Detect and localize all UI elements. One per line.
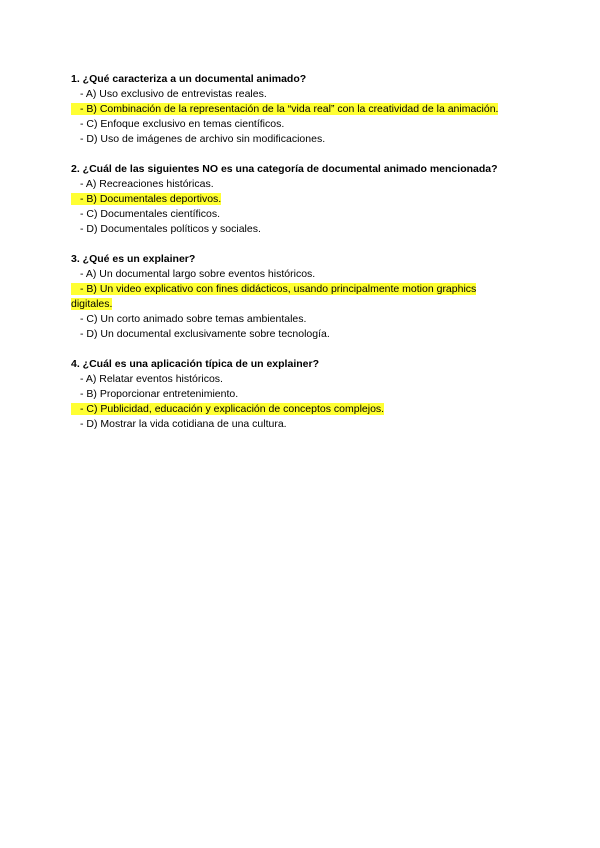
option-list [71, 87, 531, 147]
option-a [71, 372, 531, 387]
option-text: - C) Documentales científicos. [80, 208, 221, 220]
option-text: - B) Combinación de la representación de la “vida real” con la creatividad de la animación. [80, 103, 499, 115]
option-text: - D) Mostrar la vida cotidiana de una cultura. [80, 418, 287, 430]
option-b [71, 102, 531, 117]
option-a [71, 87, 531, 102]
option-text: - C) Publicidad, educación y explicación de conceptos complejos. [80, 403, 385, 415]
question-2 [71, 162, 531, 237]
question-4 [71, 357, 531, 432]
quiz [71, 72, 531, 447]
option-d [71, 327, 531, 342]
option-d [71, 132, 531, 147]
question-title: 1. ¿Qué caracteriza a un documental animado? [71, 73, 307, 85]
option-list [71, 372, 531, 432]
option-text: - D) Un documental exclusivamente sobre tecnología. [80, 328, 330, 340]
highlighted-answer [71, 403, 384, 415]
option-text: - A) Uso exclusivo de entrevistas reales. [80, 88, 267, 100]
question-3 [71, 252, 531, 342]
question-1 [71, 72, 531, 147]
option-text: - C) Enfoque exclusivo en temas científicos. [80, 118, 285, 130]
option-d [71, 222, 531, 237]
option-text: - C) Un corto animado sobre temas ambientales. [80, 313, 307, 325]
option-text: - D) Documentales políticos y sociales. [80, 223, 261, 235]
option-text: - A) Un documental largo sobre eventos históricos. [80, 268, 316, 280]
option-text: - D) Uso de imágenes de archivo sin modificaciones. [80, 133, 326, 145]
option-b [71, 192, 531, 207]
option-c [71, 312, 531, 327]
question-title: 2. ¿Cuál de las siguientes NO es una categoría de documental animado mencionada? [71, 163, 498, 175]
option-c [71, 117, 531, 132]
option-text: - B) Proporcionar entretenimiento. [80, 388, 239, 400]
option-text: - A) Relatar eventos históricos. [80, 373, 223, 385]
option-a [71, 267, 531, 282]
option-c [71, 207, 531, 222]
option-d [71, 417, 531, 432]
highlighted-answer [71, 103, 498, 115]
option-a [71, 177, 531, 192]
option-c [71, 402, 531, 417]
highlighted-answer [71, 193, 221, 205]
option-list [71, 267, 531, 342]
option-text: - B) Documentales deportivos. [80, 193, 222, 205]
highlighted-answer [71, 283, 476, 310]
option-text: - A) Recreaciones históricas. [80, 178, 214, 190]
question-title: 4. ¿Cuál es una aplicación típica de un explainer? [71, 358, 319, 370]
option-text: - B) Un video explicativo con fines didácticos, usando principalmente motion graphics digitales. [71, 283, 477, 310]
question-title: 3. ¿Qué es un explainer? [71, 253, 196, 265]
option-b [71, 282, 511, 312]
option-list [71, 177, 531, 237]
option-b [71, 387, 531, 402]
